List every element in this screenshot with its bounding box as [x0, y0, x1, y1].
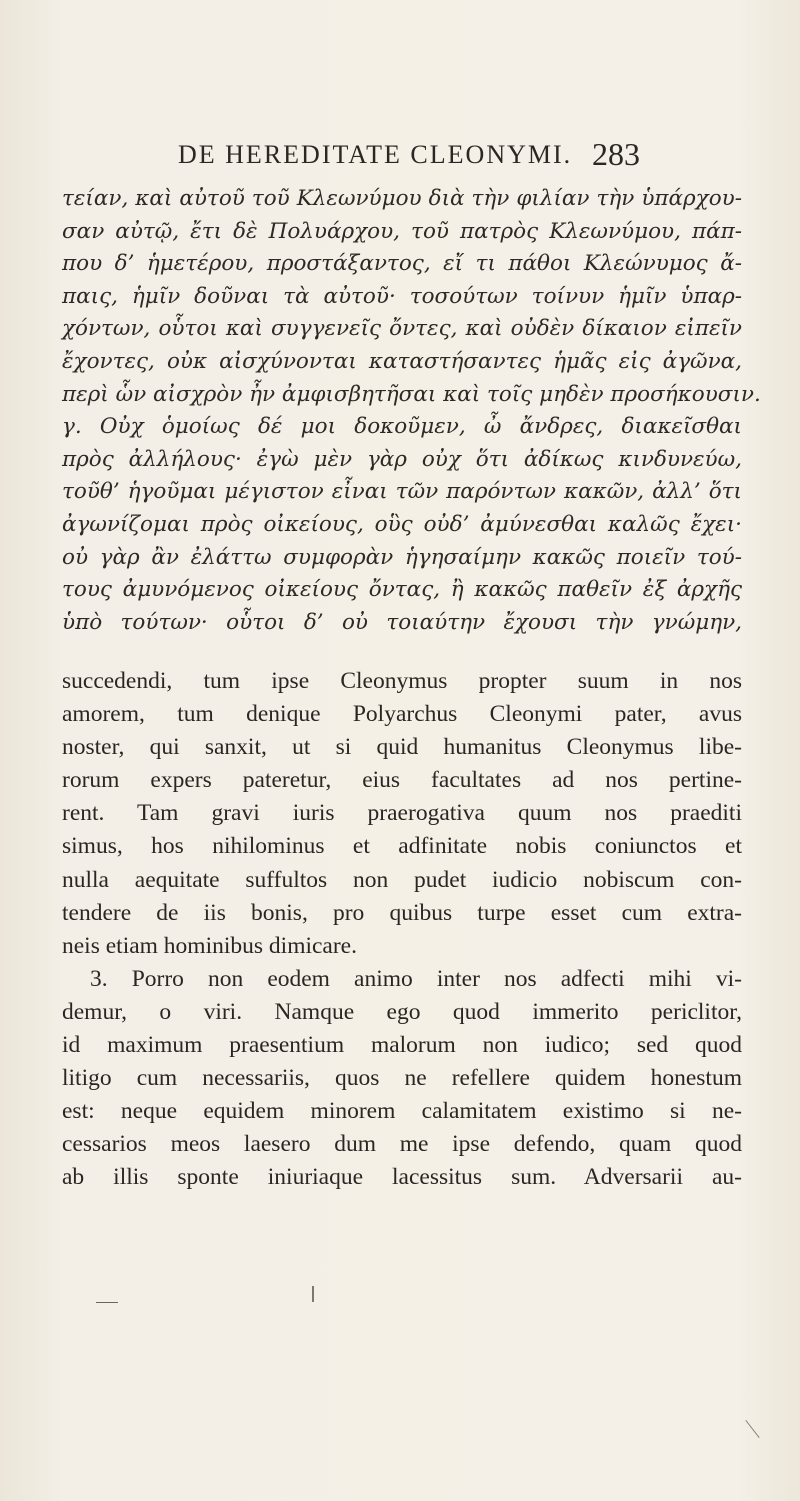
- greek-text-block: [62, 183, 761, 639]
- latin-line: cessarios meos laesero dum me ipse defendo, quam quod: [62, 1131, 742, 1158]
- latin-line: demur, o viri. Namque ego quod immerito periclitor,: [62, 998, 742, 1025]
- latin-line: amorem, tum denique Polyarchus Cleonymi pater, avus: [62, 701, 742, 728]
- latin-line: est: neque equidem minorem calamitatem existimo si ne-: [62, 1098, 742, 1125]
- latin-line: litigo cum necessariis, quos ne refellere quidem honestum: [62, 1065, 742, 1092]
- latin-line: noster, qui sanxit, ut si quid humanitus Cleonymus libe-: [62, 734, 742, 761]
- latin-line: tendere de iis bonis, pro quibus turpe esset cum extra-: [62, 899, 742, 926]
- latin-text-block: [62, 665, 742, 1195]
- latin-line: rent. Tam gravi iuris praerogativa quum nos praediti: [62, 800, 742, 827]
- greek-line: ἀγωνίζομαι πρὸς οἰκείους, οὓς οὐδ’ ἀμύνεσθαι καλῶς ἔχει·: [62, 511, 742, 537]
- latin-line: nulla aequitate suffultos non pudet iudicio nobiscum con-: [62, 866, 742, 893]
- greek-line: οὐ γὰρ ἂν ἐλάττω συμφορὰν ἡγησαίμην κακῶς ποιεῖν τού-: [62, 544, 742, 570]
- latin-line: neis etiam hominibus dimicare.: [62, 932, 357, 959]
- latin-line: ab illis sponte iniuriaque lacessitus sum. Adversarii au-: [62, 1164, 742, 1191]
- greek-line: γ. Οὐχ ὁμοίως δέ μοι δοκοῦμεν, ὦ ἄνδρες, διακεῖσθαι: [62, 414, 742, 440]
- latin-line: succedendi, tum ipse Cleonymus propter suum in nos: [62, 668, 742, 694]
- greek-line: παις, ἡμῖν δοῦναι τὰ αὐτοῦ· τοσούτων τοίνυν ἡμῖν ὑπαρ-: [62, 283, 742, 309]
- running-head: [0, 136, 800, 180]
- stray-slash-mark: [745, 1420, 759, 1438]
- greek-line: ἔχοντες, οὐκ αἰσχύνονται καταστήσαντες ἡμᾶς εἰς ἀγῶνα,: [62, 348, 742, 374]
- latin-line: simus, hos nihilominus et adfinitate nobis coniunctos et: [62, 833, 742, 860]
- greek-line: περὶ ὧν αἰσχρὸν ἦν ἀμφισβητῆσαι καὶ τοῖς μηδὲν προσήκουσιν.: [62, 381, 761, 407]
- latin-line: 3. Porro non eodem animo inter nos adfecti mihi vi-: [90, 965, 742, 992]
- greek-line: που δ’ ἡμετέρου, προστάξαντος, εἴ τι πάθοι Κλεώνυμος ἄ-: [62, 251, 742, 277]
- greek-line: σαν αὐτῷ, ἔτι δὲ Πολυάρχου, τοῦ πατρὸς Κλεωνύμου, πάπ-: [62, 218, 742, 244]
- latin-line: id maximum praesentium malorum non iudico; sed quod: [62, 1032, 742, 1059]
- stray-ink-mark: [312, 1286, 314, 1302]
- latin-line: rorum expers pateretur, eius facultates ad nos pertine-: [62, 767, 742, 794]
- greek-line: πρὸς ἀλλήλους· ἐγὼ μὲν γὰρ οὐχ ὅτι ἀδίκως κινδυνεύω,: [62, 446, 742, 472]
- stray-dash-mark: [96, 1302, 118, 1303]
- greek-line: χόντων, οὗτοι καὶ συγγενεῖς ὄντες, καὶ οὐδὲν δίκαιον εἰπεῖν: [62, 316, 742, 342]
- greek-line: ὑπὸ τούτων· οὗτοι δ’ οὐ τοιαύτην ἔχουσι τὴν γνώμην,: [62, 609, 742, 635]
- greek-line: τους ἀμυνόμενος οἰκείους ὄντας, ἢ κακῶς παθεῖν ἐξ ἀρχῆς: [62, 577, 742, 603]
- greek-line: τείαν, καὶ αὐτοῦ τοῦ Κλεωνύμου διὰ τὴν φιλίαν τὴν ὑπάρχου-: [62, 186, 742, 211]
- page-number: 283: [592, 136, 640, 172]
- running-head-title: DE HEREDITATE CLEONYMI.: [178, 140, 573, 169]
- greek-line: τοῦθ’ ἡγοῦμαι μέγιστον εἶναι τῶν παρόντων κακῶν, ἀλλ’ ὅτι: [62, 479, 742, 505]
